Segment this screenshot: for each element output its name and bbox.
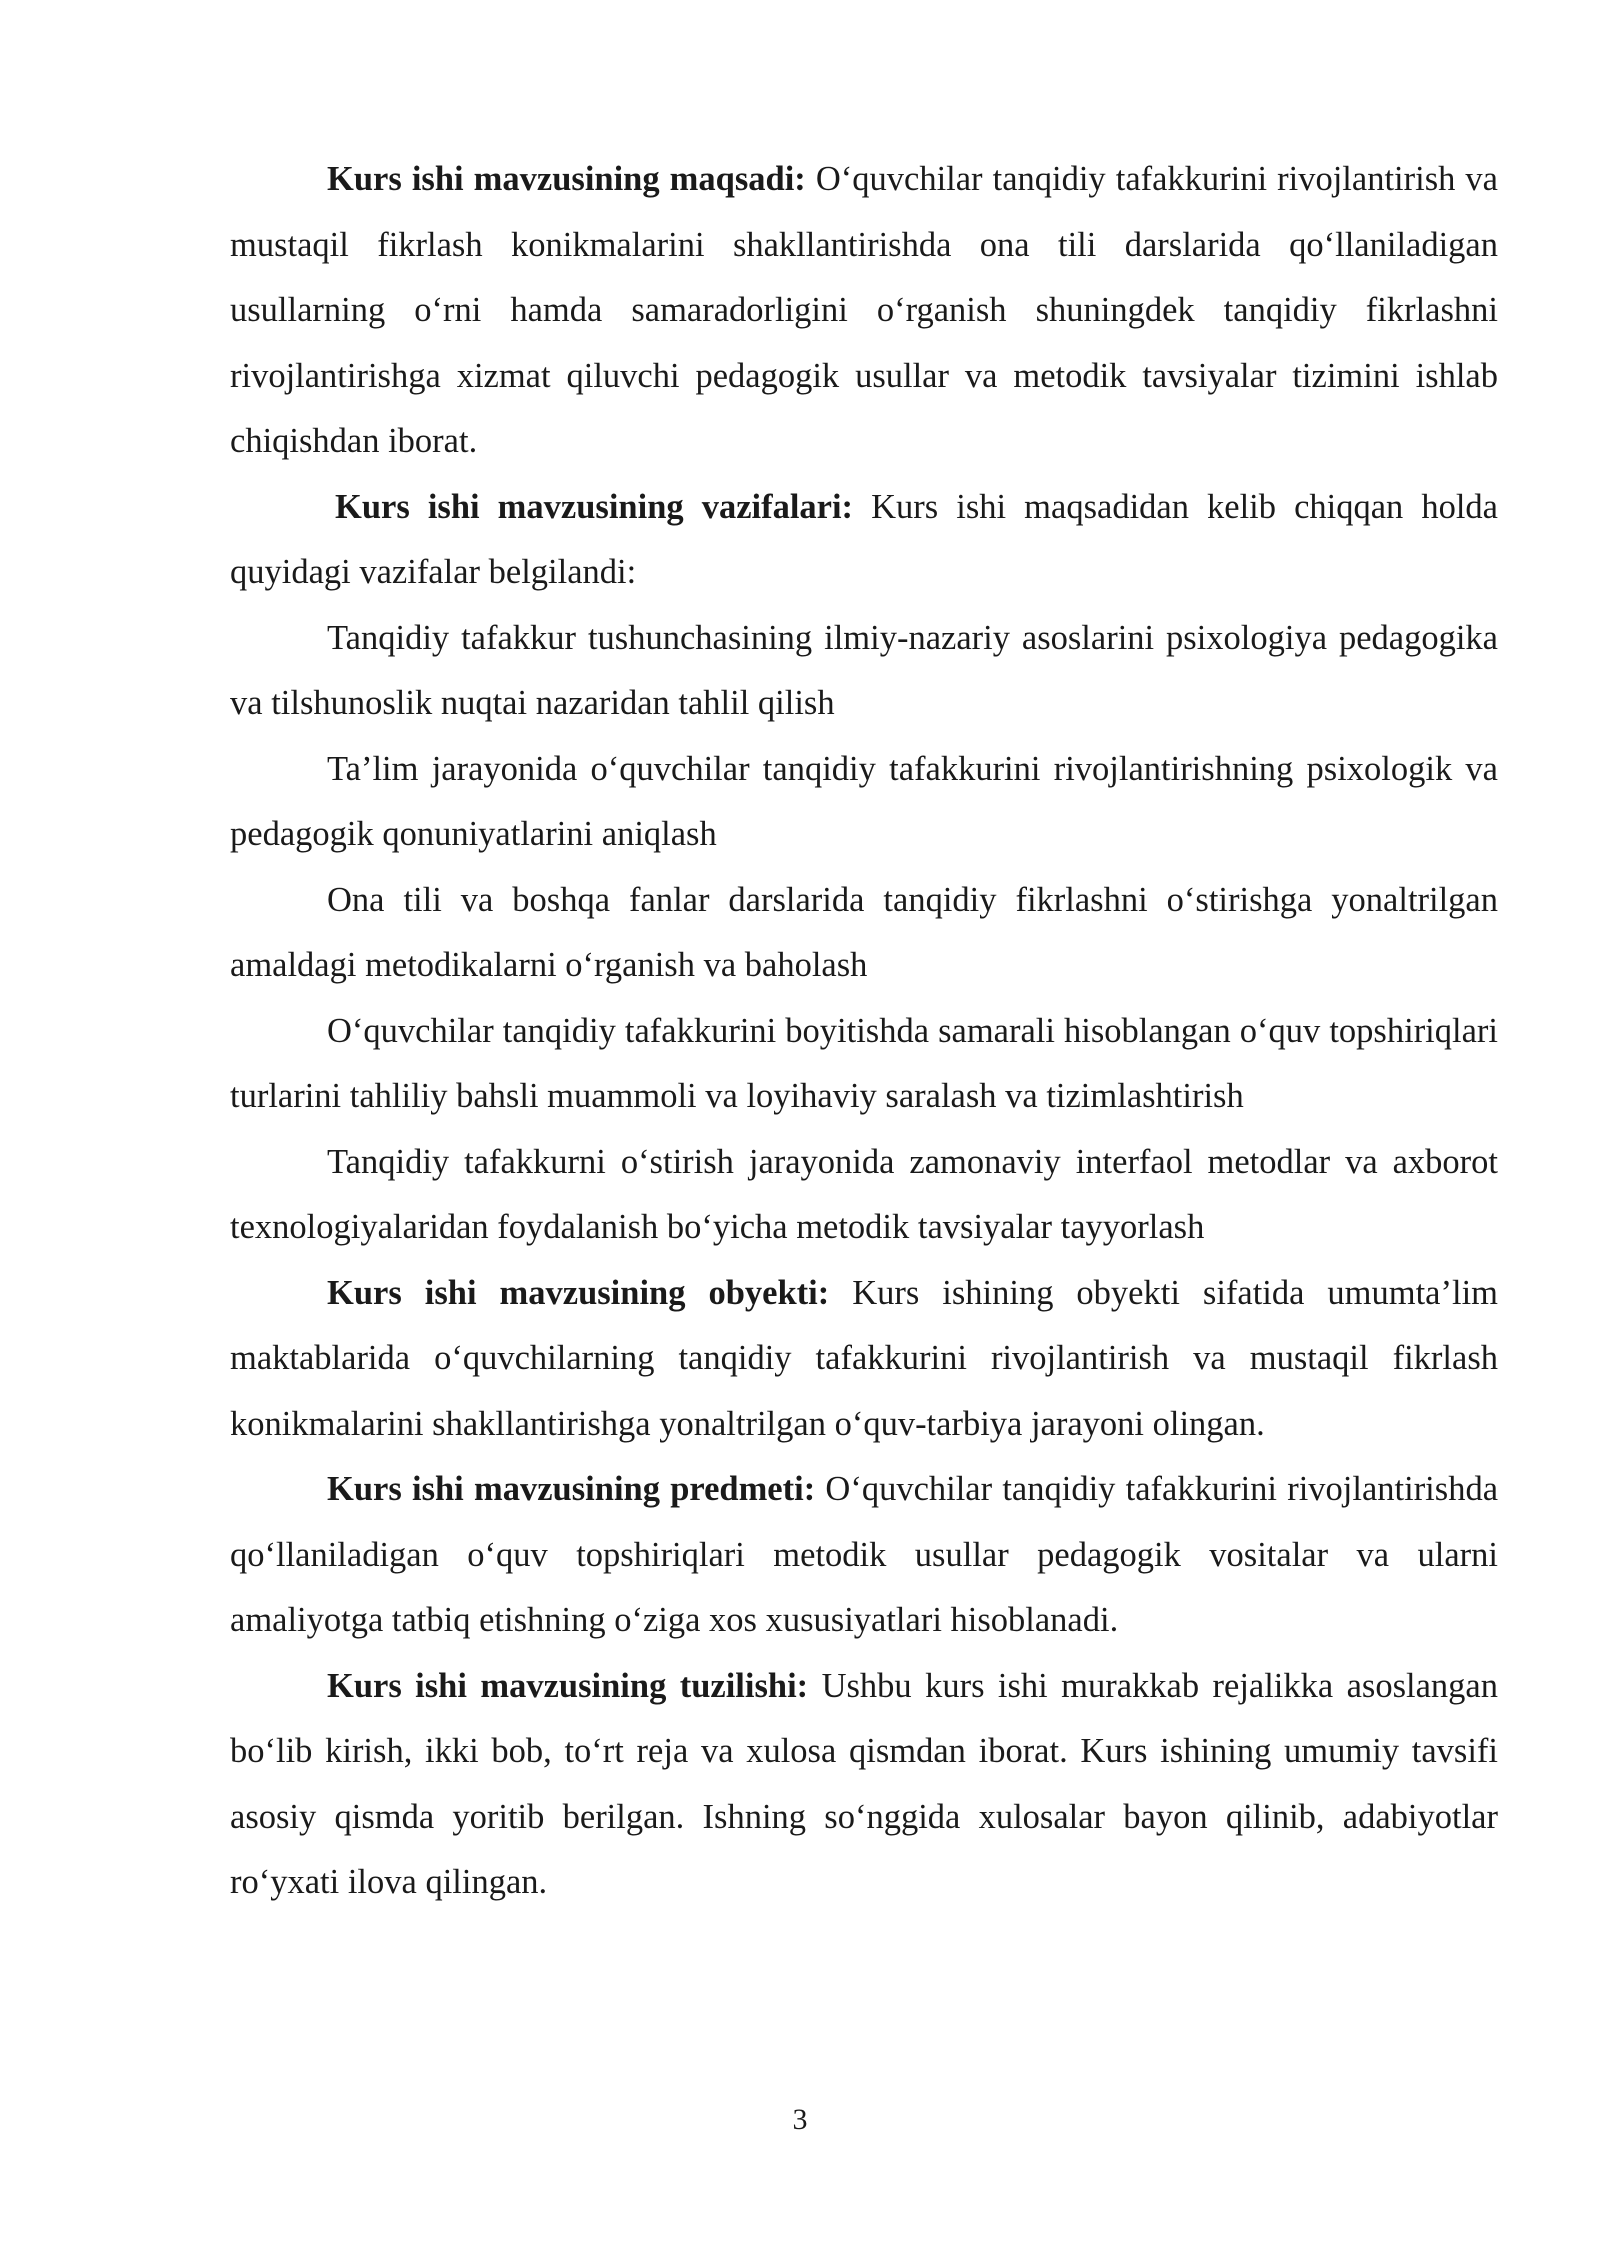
paragraph-lead: Kurs ishi mavzusining predmeti:: [327, 1470, 816, 1508]
paragraph-lead: Kurs ishi mavzusining obyekti:: [327, 1273, 830, 1312]
paragraph-text: Ona tili va boshqa fanlar darslarida tanqidiy fikrlashni o‘stirishga yonaltrilgan amaldagi metodikalarni o‘rganish va baholash: [230, 880, 1498, 984]
paragraph-lead: Kurs ishi mavzusining vazifalari:: [335, 487, 854, 526]
paragraph-object: [230, 1261, 1498, 1458]
document-body: [230, 147, 1498, 1916]
paragraph-task-1: [230, 606, 1498, 737]
paragraph-text: O‘quvchilar tanqidiy tafakkurini rivojlantirishda qo‘llaniladigan o‘quv topshiriqlari metodik usullar pedagogik vositalar va ularni amaliyotga tatbiq etishning o‘ziga xos xususiyatlari hisoblanadi.: [230, 1470, 1499, 1639]
paragraph-task-4: [230, 999, 1498, 1130]
paragraph-task-5: [230, 1130, 1498, 1261]
paragraph-text: Tanqidiy tafakkurni o‘stirish jarayonida zamonaviy interfaol metodlar va axborot texnologiyalaridan foydalanish bo‘yicha metodik tavsiyalar tayyorlash: [230, 1142, 1498, 1246]
page-number: 3: [792, 2103, 808, 2136]
paragraph-text: O‘quvchilar tanqidiy tafakkurini rivojlantirish va mustaqil fikrlash konikmalarini shakllantirishda ona tili darslarida qo‘llaniladigan usullarning o‘rni hamda samaradorligini o‘rganish shuningdek tanqidiy fikrlashni rivojlantirishga xizmat qiluvchi pedagogik usullar va metodik tavsiyalar tizimini ishlab chiqishdan iborat.: [230, 160, 1498, 460]
paragraph-structure: [230, 1654, 1498, 1916]
paragraph-text: Kurs ishining obyekti sifatida umumta’lim maktablarida o‘quvchilarning tanqidiy tafakkurini rivojlantirish va mustaqil fikrlash konikmalarini shakllantirishga yonaltrilgan o‘quv-tarbiya jarayoni olingan.: [230, 1273, 1498, 1443]
paragraph-task-3: [230, 868, 1498, 999]
paragraph-text: Tanqidiy tafakkur tushunchasining ilmiy-nazariy asoslarini psixologiya pedagogika va tilshunoslik nuqtai nazaridan tahlil qilish: [230, 618, 1498, 722]
paragraph-text: Kurs ishi maqsadidan kelib chiqqan holda quyidagi vazifalar belgilandi:: [230, 487, 1498, 591]
paragraph-text: O‘quvchilar tanqidiy tafakkurini boyitishda samarali hisoblangan o‘quv topshiriqlari turlarini tahliliy bahsli muammoli va loyihaviy saralash va tizimlashtirish: [230, 1011, 1498, 1115]
paragraph-goal: [230, 147, 1498, 475]
paragraph-lead: Kurs ishi mavzusining maqsadi:: [327, 160, 806, 198]
paragraph-text: Ushbu kurs ishi murakkab rejalikka asoslangan bo‘lib kirish, ikki bob, to‘rt reja va xulosa qismdan iborat. Kurs ishining umumiy tavsifi asosiy qismda yoritib berilgan. Ishning so‘nggida xulosalar bayon qilinib, adabiyotlar ro‘yxati ilova qilingan.: [230, 1666, 1498, 1901]
paragraph-task-2: [230, 737, 1498, 868]
paragraph-lead: Kurs ishi mavzusining tuzilishi:: [327, 1666, 809, 1705]
paragraph-tasks: [230, 475, 1498, 606]
paragraph-text: Ta’lim jarayonida o‘quvchilar tanqidiy tafakkurini rivojlantirishning psixologik va pedagogik qonuniyatlarini aniqlash: [230, 749, 1498, 853]
paragraph-subject: [230, 1457, 1498, 1654]
